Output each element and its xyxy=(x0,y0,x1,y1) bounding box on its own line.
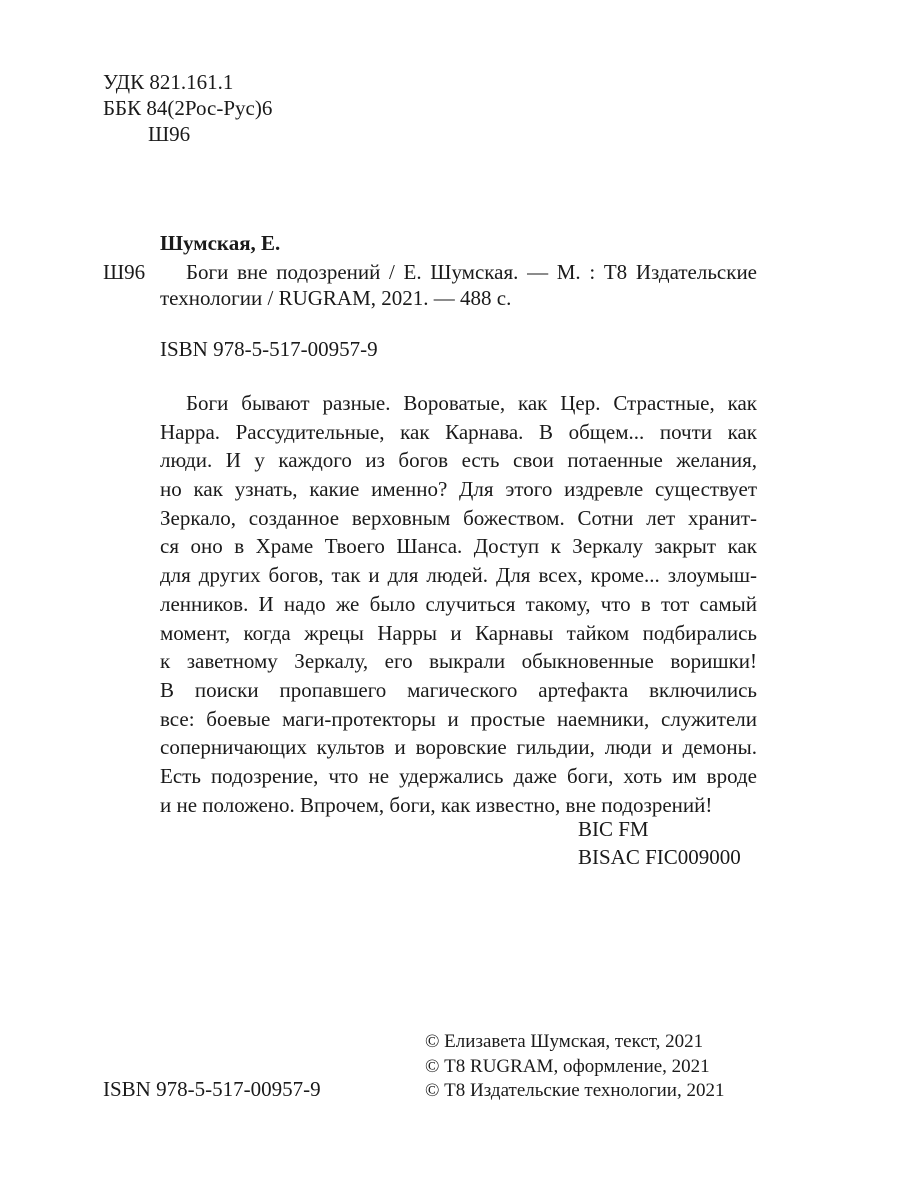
annotation-line: и не положено. Впрочем, боги, как известно, вне подозрений! xyxy=(160,792,713,817)
bisac-code: BISAC FIC009000 xyxy=(578,845,741,869)
copyright-line: © Т8 RUGRAM, оформление, 2021 xyxy=(425,1055,710,1077)
copyright-line: © Елизавета Шумская, текст, 2021 xyxy=(425,1031,704,1052)
record-author: Шумская, Е. xyxy=(160,231,281,255)
author-sign-code: Ш96 xyxy=(148,122,191,146)
copyright-block xyxy=(425,1030,724,1104)
annotation-line: все: боевые маги-протекторы и простые наемники, служители xyxy=(160,706,757,731)
description-line: технологии / RUGRAM, 2021. — 488 с. xyxy=(160,286,512,310)
annotation-line: В поиски пропавшего магического артефакта включились xyxy=(160,677,757,702)
annotation-line: Нарра. Рассудительные, как Карнава. В общем... почти как xyxy=(160,419,757,444)
annotation-line: Зеркало, созданное верховным божеством. Сотни лет хранит- xyxy=(160,505,757,530)
bic-code: BIC FM xyxy=(578,817,649,841)
annotation-line: Есть подозрение, что не удержались даже боги, хоть им вроде xyxy=(160,763,757,788)
udk-code: УДК 821.161.1 xyxy=(103,70,234,94)
classification-codes xyxy=(103,69,272,147)
annotation-line: ленников. И надо же было случиться такому, что в тот самый xyxy=(160,591,757,616)
annotation xyxy=(160,389,757,819)
annotation-line: ся оно в Храме Твоего Шанса. Доступ к Зеркалу закрыт как xyxy=(160,534,757,559)
subject-classification xyxy=(578,815,741,871)
annotation-line: но как узнать, какие именно? Для этого издревле существует xyxy=(160,477,757,502)
record-isbn: ISBN 978-5-517-00957-9 xyxy=(160,337,378,361)
bbk-code: ББК 84(2Рос-Рус)6 xyxy=(103,96,273,120)
annotation-line: люди. И у каждого из богов есть свои потаенные желания, xyxy=(160,448,757,473)
annotation-line: для других богов, так и для людей. Для всех, кроме... злоумыш- xyxy=(160,563,757,588)
annotation-line: соперничающих культов и воровские гильдии, люди и демоны. xyxy=(160,735,757,760)
annotation-line: к заветному Зеркалу, его выкрали обыкновенные воришки! xyxy=(160,649,757,674)
record-author-sign: Ш96 xyxy=(103,260,146,284)
footer-isbn: ISBN 978-5-517-00957-9 xyxy=(103,1077,321,1101)
description-line: Боги вне подозрений / Е. Шумская. — М. : Т8 Издательские xyxy=(186,260,757,284)
annotation-line: момент, когда жрецы Нарры и Карнавы тайком подбирались xyxy=(160,620,757,645)
annotation-line: Боги бывают разные. Вороватые, как Цер. Страстные, как xyxy=(186,391,757,415)
copyright-line: © Т8 Издательские технологии, 2021 xyxy=(425,1080,725,1101)
bibliographic-description xyxy=(160,259,757,311)
